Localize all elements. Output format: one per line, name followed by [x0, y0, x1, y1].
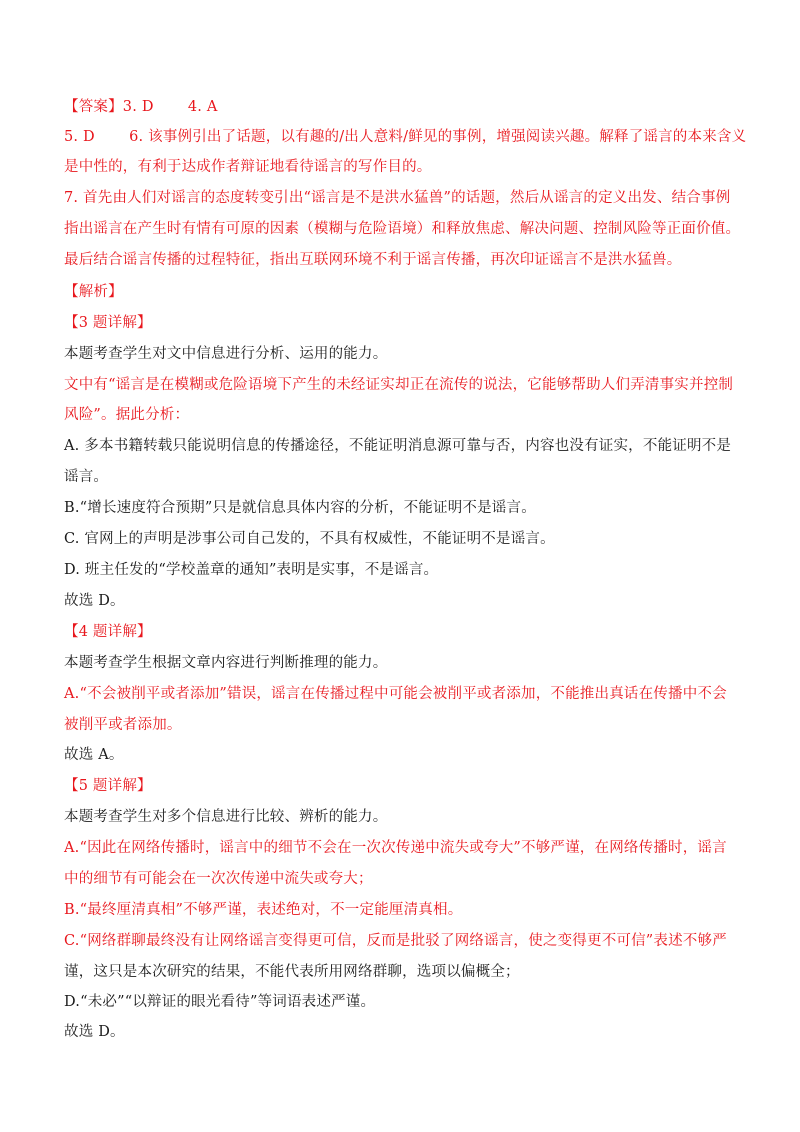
q3-option-a: A. 多本书籍转载只能说明信息的传播途径，不能证明消息源可靠与否，内容也没有证实，不能证明不是 [64, 438, 732, 454]
answer-line-4: 7. 首先由人们对谣言的态度转变引出“谣言是不是洪水猛兽”的话题，然后从谣言的定义出发、结合事例 [64, 190, 731, 206]
q3-line-2: 文中有“谣言是在模糊或危险语境下产生的未经证实却正在流传的说法，它能够帮助人们弄清事实并控制 [64, 377, 734, 393]
q5-option-c-cont: 谨，这只是本次研究的结果，不能代表所用网络群聊，选项以偏概全； [64, 964, 520, 980]
q3-line-3: 风险”。据此分析： [64, 407, 190, 423]
q3-option-a-cont: 谣言。 [64, 469, 109, 485]
q3-line-1: 本题考查学生对文中信息进行分析、运用的能力。 [64, 346, 388, 362]
q3-option-b: B.“增长速度符合预期”只是就信息具体内容的分析，不能证明不是谣言。 [64, 500, 536, 516]
q4-option-a-cont: 被削平或者添加。 [64, 717, 182, 733]
answer-line-2: 5. D 6. 该事例引出了话题，以有趣的/出人意料/鲜见的事例，增强阅读兴趣。解释了谣言的本来含义 [64, 129, 747, 145]
q4-option-a: A.“不会被削平或者添加”错误，谣言在传播过程中可能会被削平或者添加，不能推出真话在传播中不会 [64, 686, 727, 702]
q3-conclusion: 故选 D。 [64, 593, 125, 609]
q5-heading: 【5 题详解】 [64, 778, 152, 794]
q4-line-1: 本题考查学生根据文章内容进行判断推理的能力。 [64, 655, 388, 671]
q3-heading: 【3 题详解】 [64, 315, 152, 331]
q5-option-c: C.“网络群聊最终没有让网络谣言变得更可信，反而是批驳了网络谣言，使之变得更不可信”表述不够严 [64, 933, 727, 949]
q5-option-a-cont: 中的细节有可能会在一次次传递中流失或夸大； [64, 871, 373, 887]
answer-line-6: 最后结合谣言传播的过程特征，指出互联网环境不利于谣言传播，再次印证谣言不是洪水猛兽。 [64, 252, 682, 268]
q4-conclusion: 故选 A。 [64, 747, 124, 763]
q4-heading: 【4 题详解】 [64, 624, 152, 640]
q5-option-a: A.“因此在网络传播时，谣言中的细节不会在一次次传递中流失或夸大”不够严谨，在网络传播时，谣言 [64, 840, 727, 856]
q3-option-d: D. 班主任发的“学校盖章的通知”表明是实事，不是谣言。 [64, 562, 439, 578]
q5-option-b: B.“最终厘清真相”不够严谨，表述绝对，不一定能厘清真相。 [64, 902, 463, 918]
analysis-heading: 【解析】 [64, 284, 123, 300]
q5-option-d: D.“未必”“以辩证的眼光看待”等词语表述严谨。 [64, 994, 376, 1010]
q5-line-1: 本题考查学生对多个信息进行比较、辨析的能力。 [64, 809, 388, 825]
q3-option-c: C. 官网上的声明是涉事公司自己发的，不具有权威性，不能证明不是谣言。 [64, 531, 555, 547]
answer-line-1: 【答案】3. D 4. A [64, 99, 218, 115]
answer-line-3: 是中性的，有利于达成作者辩证地看待谣言的写作目的。 [64, 159, 432, 175]
q5-conclusion: 故选 D。 [64, 1024, 125, 1040]
answer-line-5: 指出谣言在产生时有情有可原的因素（模糊与危险语境）和释放焦虑、解决问题、控制风险等正面价值。 [64, 221, 741, 237]
